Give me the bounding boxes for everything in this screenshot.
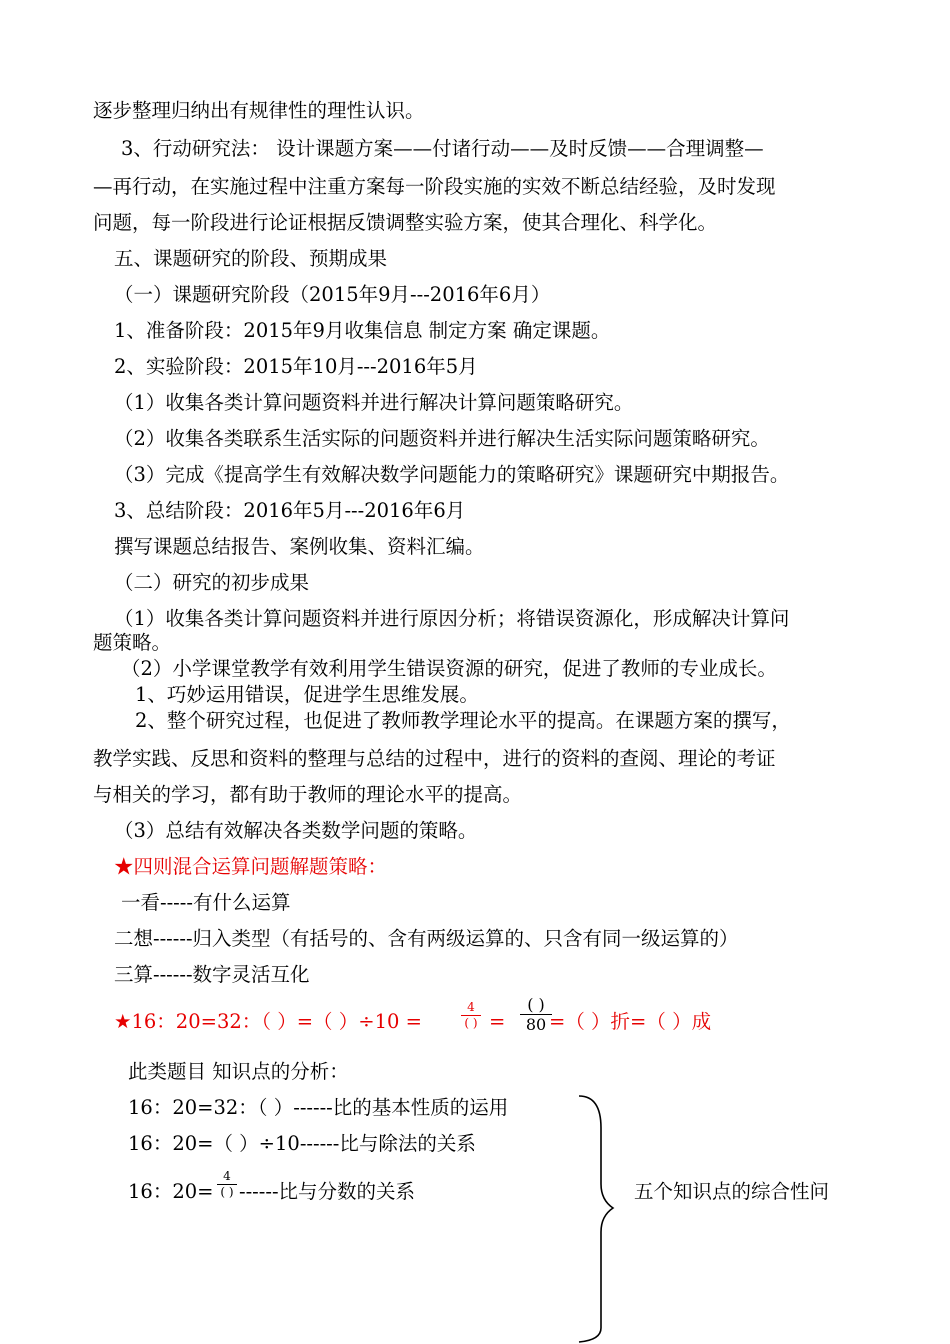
analysis-row: 16：20=32：（ ）------比的基本性质的运用	[128, 1096, 509, 1119]
brace-label: 五个知识点的综合性问	[634, 1180, 830, 1203]
fraction-4-over-blank	[217, 1170, 237, 1199]
text-line: 教学实践、反思和资料的整理与总结的过程中，进行的资料的查阅、理论的考证	[93, 747, 776, 770]
analysis-title: 此类题目 知识点的分析：	[128, 1060, 349, 1083]
fraction-4-over-blank	[461, 1001, 481, 1030]
text-line: （3）总结有效解决各类数学问题的策略。	[114, 819, 478, 842]
analysis-row-prefix: 16：20=	[128, 1180, 214, 1203]
text-line: 与相关的学习，都有助于教师的理论水平的提高。	[93, 783, 523, 806]
analysis-row-suffix: ------比与分数的关系	[239, 1180, 416, 1203]
text-line: （3）完成《提高学生有效解决数学问题能力的策略研究》课题研究中期报告。	[114, 463, 790, 486]
fraction-denominator: ( )	[220, 1185, 234, 1199]
text-line: 二想------归入类型（有括号的、含有两级运算的、只含有同一级运算的）	[114, 927, 739, 950]
equation-part-1: ★16：20=32：（ ）=（ ）÷10 =	[114, 1010, 422, 1033]
subsection-heading: （二）研究的初步成果	[114, 571, 310, 594]
fraction-numerator: ( )	[527, 995, 545, 1014]
text-line: 3、总结阶段：2016年5月---2016年6月	[114, 499, 466, 522]
text-line: （1）收集各类计算问题资料并进行解决计算问题策略研究。	[114, 391, 634, 414]
fraction-blank-over-80	[520, 996, 552, 1033]
fraction-numerator: 4	[467, 1000, 475, 1014]
text-line: （1）收集各类计算问题资料并进行原因分析；将错误资源化，形成解决计算问	[114, 607, 790, 630]
text-line: 3、行动研究法： 设计课题方案——付诸行动——及时反馈——合理调整—	[121, 137, 764, 160]
text-line: 逐步整理归纳出有规律性的理性认识。	[93, 99, 425, 122]
text-line: 题策略。	[93, 631, 172, 654]
right-brace	[575, 1088, 615, 1344]
highlight-heading: ★四则混合运算问题解题策略：	[114, 855, 388, 878]
equation-part-2: =（ ）折=（ ）成	[549, 1010, 712, 1033]
text-line: 2、实验阶段：2015年10月---2016年5月	[114, 355, 478, 378]
section-heading: 五、课题研究的阶段、预期成果	[114, 247, 388, 270]
fraction-numerator: 4	[223, 1169, 231, 1183]
text-line: 一看-----有什么运算	[121, 891, 291, 914]
equals-sign: =	[489, 1010, 506, 1033]
fraction-denominator: 80	[525, 1015, 547, 1034]
text-line: —再行动，在实施过程中注重方案每一阶段实施的实效不断总结经验，及时发现	[93, 175, 776, 198]
fraction-denominator: ( )	[464, 1016, 478, 1030]
text-line: 2、整个研究过程，也促进了教师教学理论水平的提高。在课题方案的撰写，	[135, 709, 791, 732]
text-line: 问题，每一阶段进行论证根据反馈调整实验方案，使其合理化、科学化。	[93, 211, 718, 234]
text-line: 撰写课题总结报告、案例收集、资料汇编。	[114, 535, 485, 558]
analysis-row: 16：20=（ ）÷10------比与除法的关系	[128, 1132, 476, 1155]
text-line: 1、准备阶段：2015年9月收集信息 制定方案 确定课题。	[114, 319, 611, 342]
text-line: 1、巧妙运用错误，促进学生思维发展。	[135, 683, 479, 706]
subsection-heading: （一）课题研究阶段（2015年9月---2016年6月）	[114, 283, 551, 306]
text-line: （2）小学课堂教学有效利用学生错误资源的研究，促进了教师的专业成长。	[121, 657, 777, 680]
text-line: （2）收集各类联系生活实际的问题资料并进行解决生活实际问题策略研究。	[114, 427, 770, 450]
text-line: 三算------数字灵活互化	[114, 963, 310, 986]
